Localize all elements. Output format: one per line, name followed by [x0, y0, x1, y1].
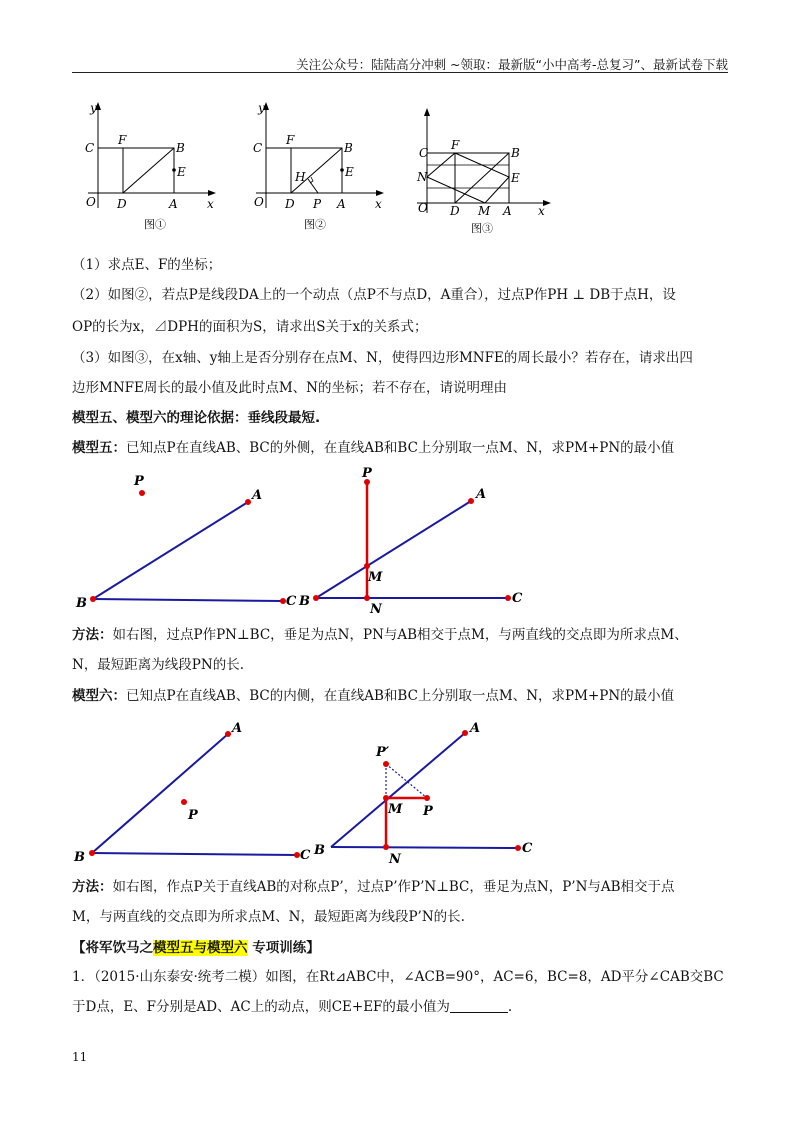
- label-C: C: [85, 141, 95, 155]
- page-header: 关注公众号：陆陆高分冲刺 ~领取：最新版“小中高考-总复习”、最新试卷下载: [296, 57, 728, 72]
- svg-text:M: M: [368, 570, 383, 585]
- svg-text:A: A: [252, 488, 263, 503]
- figure-3: [405, 98, 565, 233]
- page-number: 11: [72, 1050, 88, 1064]
- label-F: F: [118, 133, 127, 147]
- caption-fig1: 图①: [144, 218, 166, 231]
- svg-text:B: B: [511, 146, 520, 160]
- figure-1: [70, 98, 230, 233]
- label-B: B: [176, 141, 185, 155]
- model5-diagrams: [70, 465, 730, 620]
- svg-text:D: D: [285, 197, 295, 211]
- question-3-line-2: 边形MNFE周长的最小值及此时点M、N的坐标；若不存在，请说明理由: [72, 380, 507, 396]
- problem1-line-1: 1．（2015·山东泰安·统考二模）如图，在Rt⊿ABC中，∠ACB=90°，AC=6，BC=8，AD平分∠CAB交BC: [72, 969, 724, 985]
- svg-text:B: B: [76, 596, 87, 611]
- model5-method-line-2: N，最短距离为线段PN的长.: [72, 657, 244, 673]
- svg-text:M: M: [478, 204, 491, 218]
- svg-text:C: C: [300, 848, 311, 863]
- model6-method-line-1: 方法：如右图，作点P关于直线AB的对称点P’，过点P’作P’N⊥BC，垂足为点N，P’N与AB相交于点: [72, 879, 675, 895]
- svg-text:O: O: [418, 201, 428, 215]
- svg-text:P: P: [362, 466, 372, 481]
- label-P-prime: P′: [376, 745, 390, 760]
- svg-text:N: N: [370, 602, 382, 617]
- svg-text:F: F: [286, 133, 295, 147]
- svg-text:A: A: [476, 487, 487, 502]
- svg-text:N: N: [389, 852, 401, 867]
- svg-text:C: C: [512, 591, 523, 606]
- svg-text:P: P: [423, 804, 433, 819]
- model6-text: 已知点P在直线AB、BC的内侧，在直线AB和BC上分别取一点M、N，求PM+PN的最小值: [126, 688, 675, 704]
- model6-statement: [72, 686, 674, 706]
- svg-text:x: x: [538, 204, 545, 218]
- question-3-line-1: （3）如图③，在x轴、y轴上是否分别存在点M、N，使得四边形MNFE的周长最小？若存在，请求出四: [72, 350, 693, 366]
- svg-text:x: x: [375, 197, 382, 211]
- caption-fig3: 图③: [471, 222, 493, 233]
- svg-text:P: P: [134, 474, 144, 489]
- model6-diagrams: [70, 712, 730, 872]
- svg-text:F: F: [451, 138, 460, 152]
- svg-text:y: y: [258, 101, 265, 115]
- problem1-line-2: 于D点，E、F分别是AD、AC上的动点，则CE+EF的最小值为 .: [72, 999, 513, 1015]
- svg-text:A: A: [503, 204, 512, 218]
- svg-text:P: P: [313, 197, 322, 211]
- svg-text:C: C: [419, 146, 429, 160]
- svg-text:C: C: [286, 594, 297, 609]
- svg-text:A: A: [470, 721, 481, 736]
- svg-text:A: A: [337, 197, 346, 211]
- model5-method-line-1: 方法：如右图，过点P作PN⊥BC，垂足为点N，PN与AB相交于点M，与两直线的交点即为所求点M、: [72, 627, 688, 643]
- model6-method-title: 方法：: [72, 879, 113, 895]
- theory-heading: 模型五、模型六的理论依据：垂线段最短.: [72, 410, 321, 426]
- answer-blank[interactable]: [450, 998, 508, 1013]
- label-A: A: [169, 197, 178, 211]
- question-2-line-1: （2）如图②，若点P是线段DA上的一个动点（点P不与点D，A重合），过点P作PH ⊥ DB于点H，设: [72, 287, 676, 303]
- header-rule: [72, 72, 728, 73]
- question-2-line-2: OP的长为x，⊿DPH的面积为S，请求出S关于x的关系式；: [72, 319, 428, 335]
- model5-statement: [72, 438, 674, 458]
- svg-text:B: B: [74, 850, 85, 865]
- figure-2: [238, 98, 398, 233]
- svg-text:H: H: [295, 170, 306, 184]
- training-highlight: 模型五与模型六: [153, 940, 248, 956]
- svg-text:B: B: [299, 594, 310, 609]
- label-E: E: [177, 165, 186, 179]
- question-1: （1）求点E、F的坐标；: [72, 257, 222, 273]
- model5-text: 已知点P在直线AB、BC的外侧，在直线AB和BC上分别取一点M、N，求PM+PN的最小值: [126, 440, 675, 456]
- label-O: O: [86, 195, 96, 209]
- model6-method-line-2: M，与两直线的交点即为所求点M、N，最短距离为线段P’N的长.: [72, 909, 465, 925]
- svg-text:O: O: [254, 195, 264, 209]
- svg-text:C: C: [253, 141, 263, 155]
- model5-title: 模型五：: [72, 440, 126, 456]
- svg-text:E: E: [345, 165, 354, 179]
- svg-text:M: M: [388, 802, 403, 817]
- label-x: x: [207, 197, 214, 211]
- caption-fig2: 图②: [304, 218, 326, 231]
- svg-text:C: C: [522, 841, 533, 856]
- svg-text:B: B: [344, 141, 353, 155]
- svg-text:P: P: [188, 808, 198, 823]
- svg-text:N: N: [417, 170, 428, 184]
- svg-text:A: A: [232, 721, 243, 736]
- training-heading: 【将军饮马之模型五与模型六 专项训练】: [72, 940, 320, 956]
- svg-text:E: E: [511, 171, 520, 185]
- label-y: y: [90, 101, 97, 115]
- model6-title: 模型六：: [72, 688, 126, 704]
- svg-text:B: B: [314, 843, 325, 858]
- label-D: D: [117, 197, 127, 211]
- model5-method-title: 方法：: [72, 627, 113, 643]
- svg-text:D: D: [450, 204, 460, 218]
